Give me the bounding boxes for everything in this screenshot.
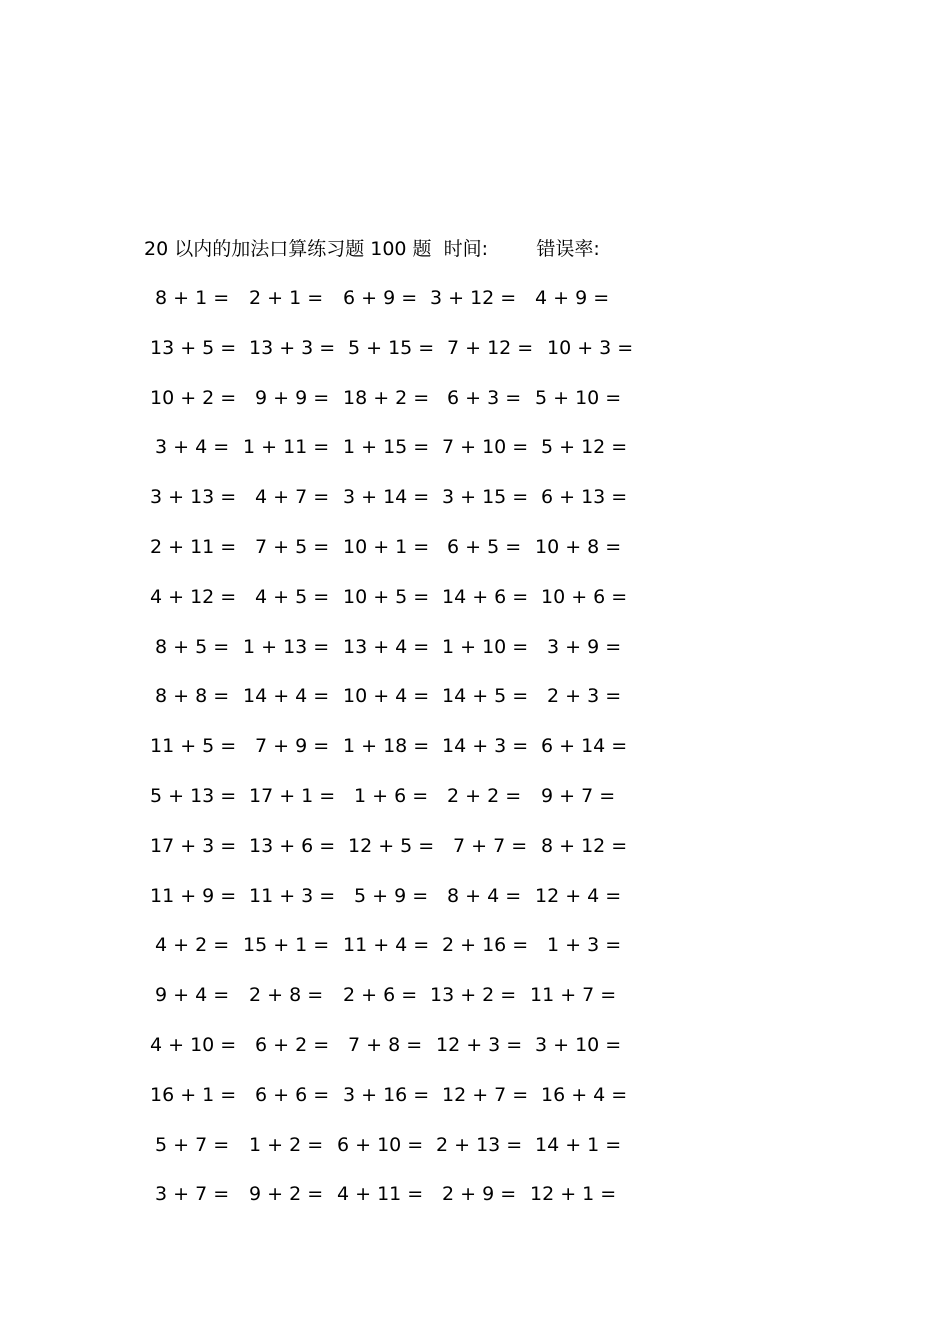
problem-item: 8 + 4 = [447,884,522,907]
problem-item: 2 + 13 = [436,1133,523,1156]
problem-item: 2 + 1 = [249,287,324,309]
problem-item: 12 + 1 = [530,1183,617,1206]
problem-item: 1 + 15 = [343,436,430,459]
problem-item: 5 + 15 = [348,336,435,359]
problem-item: 2 + 2 = [447,785,522,807]
problem-item: 1 + 11 = [243,436,330,459]
problem-item: 9 + 9 = [255,386,330,409]
problem-item: 2 + 16 = [442,934,529,957]
problem-item: 6 + 5 = [447,536,522,558]
problem-item: 5 + 9 = [354,884,429,907]
problem-item: 10 + 3 = [547,336,634,359]
problem-item: 7 + 8 = [348,1034,423,1056]
problem-item: 11 + 3 = [249,884,336,907]
problem-item: 5 + 10 = [535,386,622,409]
worksheet-title: 20 以内的加法口算练习题 100 题 时间: 错误率: [144,238,600,260]
problem-item: 6 + 14 = [541,735,628,758]
problem-item: 10 + 2 = [150,386,237,409]
problem-item: 3 + 10 = [535,1034,622,1056]
problem-item: 5 + 12 = [541,436,628,459]
problem-item: 6 + 6 = [255,1083,330,1106]
problem-item: 17 + 1 = [249,785,336,807]
problem-item: 2 + 11 = [150,536,237,558]
problem-item: 3 + 14 = [343,486,430,509]
problem-item: 7 + 5 = [255,536,330,558]
problem-item: 3 + 16 = [343,1083,430,1106]
problem-item: 12 + 7 = [442,1083,529,1106]
problem-item: 3 + 12 = [430,287,517,309]
problem-item: 12 + 5 = [348,834,435,857]
problem-item: 4 + 12 = [150,585,237,608]
problem-item: 1 + 18 = [343,735,430,758]
problem-item: 1 + 13 = [243,635,330,658]
problem-item: 10 + 6 = [541,585,628,608]
problem-item: 11 + 9 = [150,884,237,907]
problem-item: 16 + 4 = [541,1083,628,1106]
problem-item: 9 + 4 = [155,984,230,1007]
problem-item: 3 + 9 = [547,635,622,658]
problem-item: 10 + 4 = [343,685,430,708]
problem-item: 3 + 15 = [442,486,529,509]
problem-item: 12 + 3 = [436,1034,523,1056]
problem-item: 3 + 7 = [155,1183,230,1206]
problem-item: 6 + 13 = [541,486,628,509]
problem-item: 16 + 1 = [150,1083,237,1106]
problem-item: 4 + 9 = [535,287,610,309]
problem-item: 14 + 4 = [243,685,330,708]
problem-item: 12 + 4 = [535,884,622,907]
problem-item: 9 + 7 = [541,785,616,807]
problem-item: 13 + 4 = [343,635,430,658]
problem-item: 14 + 3 = [442,735,529,758]
problem-item: 10 + 5 = [343,585,430,608]
problem-item: 1 + 2 = [249,1133,324,1156]
problem-item: 8 + 12 = [541,834,628,857]
problem-item: 14 + 5 = [442,685,529,708]
problem-item: 4 + 11 = [337,1183,424,1206]
problem-item: 11 + 4 = [343,934,430,957]
problem-item: 3 + 4 = [155,436,230,459]
problem-item: 13 + 6 = [249,834,336,857]
problem-item: 2 + 3 = [547,685,622,708]
problem-item: 6 + 3 = [447,386,522,409]
problem-item: 6 + 2 = [255,1034,330,1056]
problem-item: 1 + 6 = [354,785,429,807]
problem-item: 13 + 5 = [150,336,237,359]
problem-item: 2 + 8 = [249,984,324,1007]
problem-item: 7 + 9 = [255,735,330,758]
problem-item: 13 + 2 = [430,984,517,1007]
problem-item: 4 + 7 = [255,486,330,509]
problem-item: 6 + 10 = [337,1133,424,1156]
problem-item: 10 + 8 = [535,536,622,558]
problem-item: 7 + 10 = [442,436,529,459]
problem-item: 8 + 5 = [155,635,230,658]
problem-item: 8 + 8 = [155,685,230,708]
problem-item: 2 + 6 = [343,984,418,1007]
problem-item: 15 + 1 = [243,934,330,957]
problem-item: 7 + 7 = [453,834,528,857]
problem-item: 4 + 10 = [150,1034,237,1056]
problem-item: 14 + 6 = [442,585,529,608]
problem-item: 9 + 2 = [249,1183,324,1206]
problem-item: 4 + 5 = [255,585,330,608]
problem-item: 14 + 1 = [535,1133,622,1156]
problem-item: 11 + 7 = [530,984,617,1007]
problem-item: 10 + 1 = [343,536,430,558]
problem-item: 18 + 2 = [343,386,430,409]
problem-item: 8 + 1 = [155,287,230,309]
problem-item: 17 + 3 = [150,834,237,857]
problem-item: 4 + 2 = [155,934,230,957]
problem-item: 3 + 13 = [150,486,237,509]
problem-item: 5 + 13 = [150,785,237,807]
problem-item: 7 + 12 = [447,336,534,359]
problem-item: 2 + 9 = [442,1183,517,1206]
problem-item: 6 + 9 = [343,287,418,309]
problem-item: 1 + 3 = [547,934,622,957]
problem-item: 13 + 3 = [249,336,336,359]
problem-item: 1 + 10 = [442,635,529,658]
problem-item: 5 + 7 = [155,1133,230,1156]
problem-item: 11 + 5 = [150,735,237,758]
